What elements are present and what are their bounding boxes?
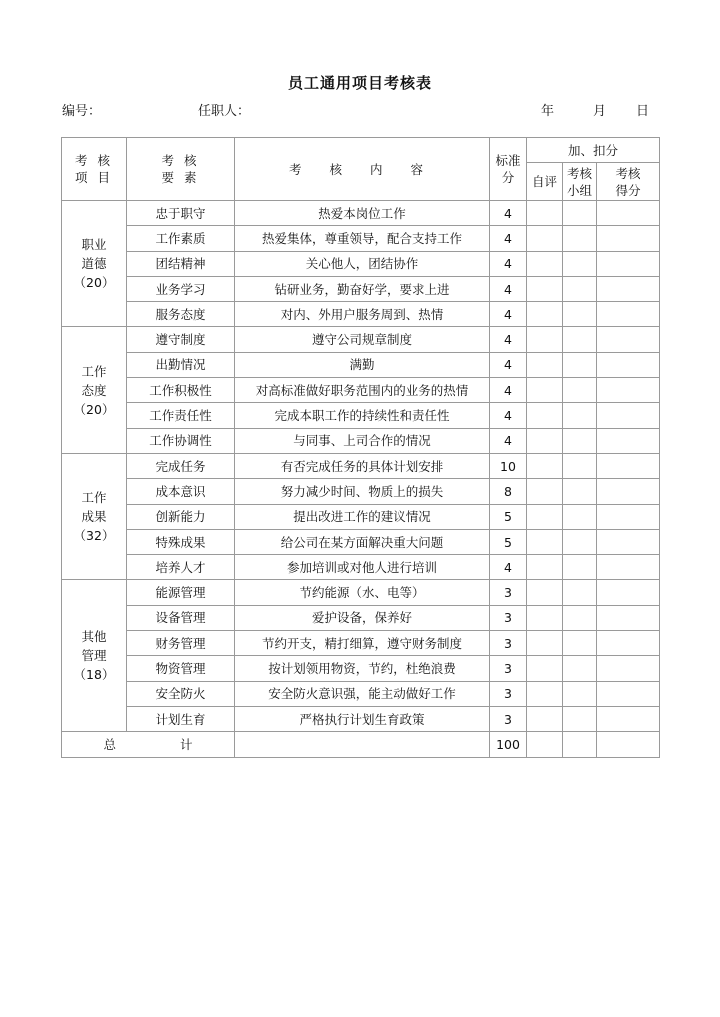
review-score-cell[interactable] — [597, 302, 660, 327]
total-label-part1: 总 — [103, 736, 117, 752]
total-label-part2: 计 — [179, 736, 193, 752]
category-cell — [62, 453, 127, 579]
review-score-cell[interactable] — [597, 504, 660, 529]
content-cell: 有否完成任务的具体计划安排 — [235, 453, 490, 478]
element-cell: 完成任务 — [127, 453, 235, 478]
self-eval-cell[interactable] — [527, 276, 563, 301]
table-row — [62, 656, 660, 681]
header-item — [62, 138, 127, 201]
header-group-line1: 考核 — [566, 165, 592, 181]
table-row — [62, 706, 660, 731]
content-cell: 对内、外用户服务周到、热情 — [235, 302, 490, 327]
self-eval-cell[interactable] — [527, 529, 563, 554]
standard-score-cell: 4 — [490, 378, 527, 403]
table-row — [62, 352, 660, 377]
review-group-cell[interactable] — [563, 479, 597, 504]
category-name-line1: 其他 — [81, 629, 107, 645]
header-element — [127, 138, 235, 201]
self-eval-cell[interactable] — [527, 555, 563, 580]
header-score-line2: 得分 — [615, 182, 641, 198]
table-row — [62, 201, 660, 226]
table-row — [62, 226, 660, 251]
content-cell: 提出改进工作的建议情况 — [235, 504, 490, 529]
review-group-cell[interactable] — [563, 555, 597, 580]
header-std-line2: 分 — [501, 170, 515, 185]
content-cell: 完成本职工作的持续性和责任性 — [235, 403, 490, 428]
content-cell: 节约开支，精打细算，遵守财务制度 — [235, 631, 490, 656]
category-name-line1: 职业 — [81, 237, 107, 253]
category-points: （20） — [73, 275, 115, 291]
header-group-line2: 小组 — [566, 182, 592, 198]
table-row — [62, 555, 660, 580]
content-cell: 严格执行计划生育政策 — [235, 706, 490, 731]
element-cell: 财务管理 — [127, 631, 235, 656]
header-content: 考 核 内 容 — [235, 138, 490, 201]
self-eval-cell[interactable] — [527, 428, 563, 453]
table-row — [62, 605, 660, 630]
total-self-eval-cell[interactable] — [527, 732, 563, 757]
element-cell: 创新能力 — [127, 504, 235, 529]
review-score-cell[interactable] — [597, 656, 660, 681]
table-row — [62, 529, 660, 554]
table-row — [62, 428, 660, 453]
table-row — [62, 327, 660, 352]
self-eval-cell[interactable] — [527, 251, 563, 276]
standard-score-cell: 4 — [490, 428, 527, 453]
header-review-group — [563, 163, 597, 201]
self-eval-cell[interactable] — [527, 352, 563, 377]
review-group-cell[interactable] — [563, 201, 597, 226]
year-label: 年 — [541, 104, 555, 119]
standard-score-cell: 3 — [490, 656, 527, 681]
review-score-cell[interactable] — [597, 529, 660, 554]
review-group-cell[interactable] — [563, 631, 597, 656]
review-group-cell[interactable] — [563, 428, 597, 453]
category-name-line2: 态度 — [81, 382, 107, 398]
standard-score-cell: 4 — [490, 201, 527, 226]
content-cell: 参加培训或对他人进行培训 — [235, 555, 490, 580]
content-cell: 给公司在某方面解决重大问题 — [235, 529, 490, 554]
self-eval-cell[interactable] — [527, 403, 563, 428]
table-row — [62, 276, 660, 301]
standard-score-cell: 5 — [490, 504, 527, 529]
header-item-line1: 考 核 — [75, 153, 113, 168]
category-points: （32） — [73, 528, 115, 544]
review-score-cell[interactable] — [597, 428, 660, 453]
review-score-cell[interactable] — [597, 276, 660, 301]
content-cell: 满勤 — [235, 352, 490, 377]
header-adjust: 加、扣分 — [527, 138, 660, 163]
content-cell: 热爱集体，尊重领导，配合支持工作 — [235, 226, 490, 251]
review-score-cell[interactable] — [597, 479, 660, 504]
total-row — [62, 732, 660, 757]
content-cell: 关心他人，团结协作 — [235, 251, 490, 276]
review-score-cell[interactable] — [597, 201, 660, 226]
self-eval-cell[interactable] — [527, 226, 563, 251]
standard-score-cell: 5 — [490, 529, 527, 554]
header-element-line2: 要 素 — [161, 170, 200, 185]
element-cell: 出勤情况 — [127, 352, 235, 377]
element-cell: 计划生育 — [127, 706, 235, 731]
header-item-line2: 项 目 — [75, 170, 113, 185]
header-std-line1: 标准 — [495, 153, 521, 168]
number-label: 编号： — [62, 104, 102, 119]
element-cell: 工作积极性 — [127, 378, 235, 403]
element-cell: 忠于职守 — [127, 201, 235, 226]
standard-score-cell: 3 — [490, 605, 527, 630]
review-score-cell[interactable] — [597, 251, 660, 276]
content-cell: 爱护设备，保养好 — [235, 605, 490, 630]
review-group-cell[interactable] — [563, 580, 597, 605]
table-row — [62, 302, 660, 327]
review-score-cell[interactable] — [597, 378, 660, 403]
table-row — [62, 453, 660, 478]
element-cell: 工作素质 — [127, 226, 235, 251]
category-points: （18） — [73, 667, 115, 683]
review-score-cell[interactable] — [597, 352, 660, 377]
header-self-eval: 自评 — [527, 163, 563, 201]
self-eval-cell[interactable] — [527, 605, 563, 630]
content-cell: 努力减少时间、物质上的损失 — [235, 479, 490, 504]
element-cell: 培养人才 — [127, 555, 235, 580]
review-group-cell[interactable] — [563, 656, 597, 681]
standard-score-cell: 3 — [490, 681, 527, 706]
total-group-cell[interactable] — [563, 732, 597, 757]
review-group-cell[interactable] — [563, 302, 597, 327]
self-eval-cell[interactable] — [527, 453, 563, 478]
self-eval-cell[interactable] — [527, 681, 563, 706]
self-eval-cell[interactable] — [527, 580, 563, 605]
total-final-cell[interactable] — [597, 732, 660, 757]
self-eval-cell[interactable] — [527, 504, 563, 529]
element-cell: 工作协调性 — [127, 428, 235, 453]
review-group-cell[interactable] — [563, 327, 597, 352]
review-group-cell[interactable] — [563, 605, 597, 630]
content-cell: 节约能源（水、电等） — [235, 580, 490, 605]
review-group-cell[interactable] — [563, 226, 597, 251]
review-group-cell[interactable] — [563, 276, 597, 301]
page-title: 员工通用项目考核表 — [287, 74, 432, 92]
assessment-table — [61, 137, 660, 758]
element-cell: 遵守制度 — [127, 327, 235, 352]
review-score-cell[interactable] — [597, 706, 660, 731]
standard-score-cell: 4 — [490, 403, 527, 428]
day-label: 日 — [636, 104, 650, 119]
element-cell: 团结精神 — [127, 251, 235, 276]
review-score-cell[interactable] — [597, 580, 660, 605]
review-score-cell[interactable] — [597, 605, 660, 630]
content-cell: 遵守公司规章制度 — [235, 327, 490, 352]
review-group-cell[interactable] — [563, 378, 597, 403]
category-name-line2: 成果 — [81, 509, 107, 525]
content-cell: 安全防火意识强，能主动做好工作 — [235, 681, 490, 706]
table-row — [62, 403, 660, 428]
review-score-cell[interactable] — [597, 226, 660, 251]
category-cell — [62, 327, 127, 453]
standard-score-cell: 4 — [490, 352, 527, 377]
header-standard-score — [490, 138, 527, 201]
content-cell: 与同事、上司合作的情况 — [235, 428, 490, 453]
standard-score-cell: 4 — [490, 555, 527, 580]
self-eval-cell[interactable] — [527, 378, 563, 403]
element-cell: 能源管理 — [127, 580, 235, 605]
category-name-line2: 道德 — [81, 256, 107, 272]
table-row — [62, 479, 660, 504]
month-label: 月 — [593, 104, 607, 119]
total-label — [62, 732, 235, 757]
review-score-cell[interactable] — [597, 453, 660, 478]
person-label: 任职人： — [198, 104, 251, 119]
standard-score-cell: 4 — [490, 327, 527, 352]
standard-score-cell: 4 — [490, 251, 527, 276]
standard-score-cell: 4 — [490, 276, 527, 301]
content-cell: 按计划领用物资，节约，杜绝浪费 — [235, 656, 490, 681]
total-score: 100 — [490, 732, 527, 757]
standard-score-cell: 4 — [490, 226, 527, 251]
review-group-cell[interactable] — [563, 504, 597, 529]
self-eval-cell[interactable] — [527, 631, 563, 656]
review-group-cell[interactable] — [563, 706, 597, 731]
review-group-cell[interactable] — [563, 403, 597, 428]
category-cell — [62, 580, 127, 732]
content-cell: 热爱本岗位工作 — [235, 201, 490, 226]
table-row — [62, 681, 660, 706]
content-cell: 对高标准做好职务范围内的业务的热情 — [235, 378, 490, 403]
category-name-line1: 工作 — [81, 490, 107, 506]
standard-score-cell: 10 — [490, 453, 527, 478]
self-eval-cell[interactable] — [527, 302, 563, 327]
table-row — [62, 580, 660, 605]
content-cell: 钻研业务，勤奋好学，要求上进 — [235, 276, 490, 301]
self-eval-cell[interactable] — [527, 479, 563, 504]
self-eval-cell[interactable] — [527, 706, 563, 731]
element-cell: 业务学习 — [127, 276, 235, 301]
table-row — [62, 631, 660, 656]
standard-score-cell: 8 — [490, 479, 527, 504]
element-cell: 特殊成果 — [127, 529, 235, 554]
review-group-cell[interactable] — [563, 453, 597, 478]
standard-score-cell: 3 — [490, 580, 527, 605]
review-group-cell[interactable] — [563, 681, 597, 706]
review-group-cell[interactable] — [563, 251, 597, 276]
standard-score-cell: 4 — [490, 302, 527, 327]
total-content-cell — [235, 732, 490, 757]
category-name-line1: 工作 — [81, 363, 107, 379]
table-row — [62, 504, 660, 529]
table-row — [62, 378, 660, 403]
self-eval-cell[interactable] — [527, 201, 563, 226]
element-cell: 服务态度 — [127, 302, 235, 327]
category-name-line2: 管理 — [81, 648, 107, 664]
category-points: （20） — [73, 401, 115, 417]
self-eval-cell[interactable] — [527, 327, 563, 352]
element-cell: 成本意识 — [127, 479, 235, 504]
element-cell: 设备管理 — [127, 605, 235, 630]
self-eval-cell[interactable] — [527, 656, 563, 681]
review-group-cell[interactable] — [563, 352, 597, 377]
category-cell — [62, 201, 127, 327]
review-group-cell[interactable] — [563, 529, 597, 554]
review-score-cell[interactable] — [597, 327, 660, 352]
review-score-cell[interactable] — [597, 403, 660, 428]
review-score-cell[interactable] — [597, 681, 660, 706]
header-element-line1: 考 核 — [161, 153, 200, 168]
header-score-line1: 考核 — [615, 165, 641, 181]
element-cell: 工作责任性 — [127, 403, 235, 428]
element-cell: 安全防火 — [127, 681, 235, 706]
header-review-score — [597, 163, 660, 201]
standard-score-cell: 3 — [490, 706, 527, 731]
table-row — [62, 251, 660, 276]
element-cell: 物资管理 — [127, 656, 235, 681]
review-score-cell[interactable] — [597, 631, 660, 656]
review-score-cell[interactable] — [597, 555, 660, 580]
standard-score-cell: 3 — [490, 631, 527, 656]
